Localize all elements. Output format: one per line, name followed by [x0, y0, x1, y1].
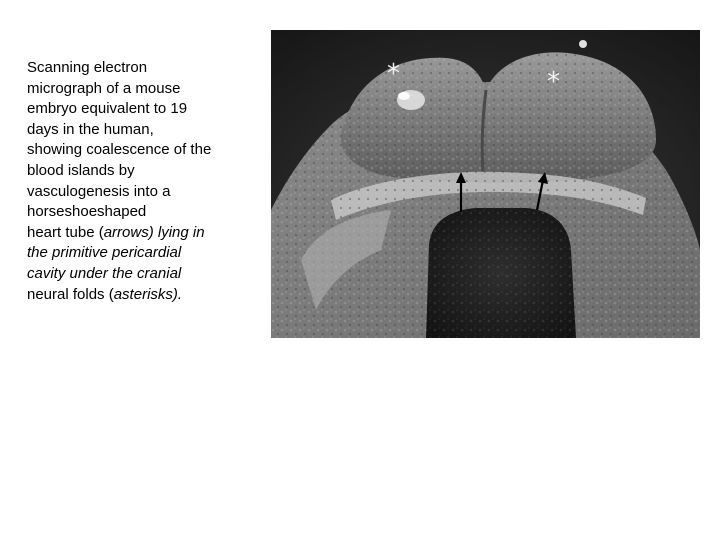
caption-line: embryo equivalent to 19 [27, 100, 188, 118]
caption-line: vasculogenesis into a [27, 182, 171, 200]
caption-text: heart tube ( [27, 223, 104, 241]
caption-line: blood islands by [27, 161, 135, 179]
caption-line [27, 285, 242, 306]
asterisk-marker-left: * [387, 59, 400, 89]
caption-italic-text: cavity under the cranial [27, 264, 182, 282]
caption-line: horseshoeshaped [27, 203, 147, 221]
caption-italic-text: asterisks). [113, 285, 183, 303]
caption-line [27, 243, 242, 264]
caption-line: showing coalescence of the [27, 141, 212, 159]
caption-text: neural folds ( [27, 285, 114, 303]
caption-line [27, 223, 242, 244]
caption-italic-text: arrows) lying in [103, 223, 205, 241]
caption-line: days in the human, [27, 120, 154, 138]
micrograph-drawing [271, 30, 700, 338]
asterisk-marker-right: * [547, 67, 560, 97]
caption-italic-text: the primitive pericardial [27, 244, 182, 262]
caption-line [27, 264, 242, 285]
caption-line: micrograph of a mouse [27, 79, 181, 97]
caption-line: Scanning electron [27, 59, 148, 76]
electron-micrograph-image [271, 30, 700, 338]
surface-particle [579, 40, 587, 48]
figure-caption [27, 58, 242, 305]
